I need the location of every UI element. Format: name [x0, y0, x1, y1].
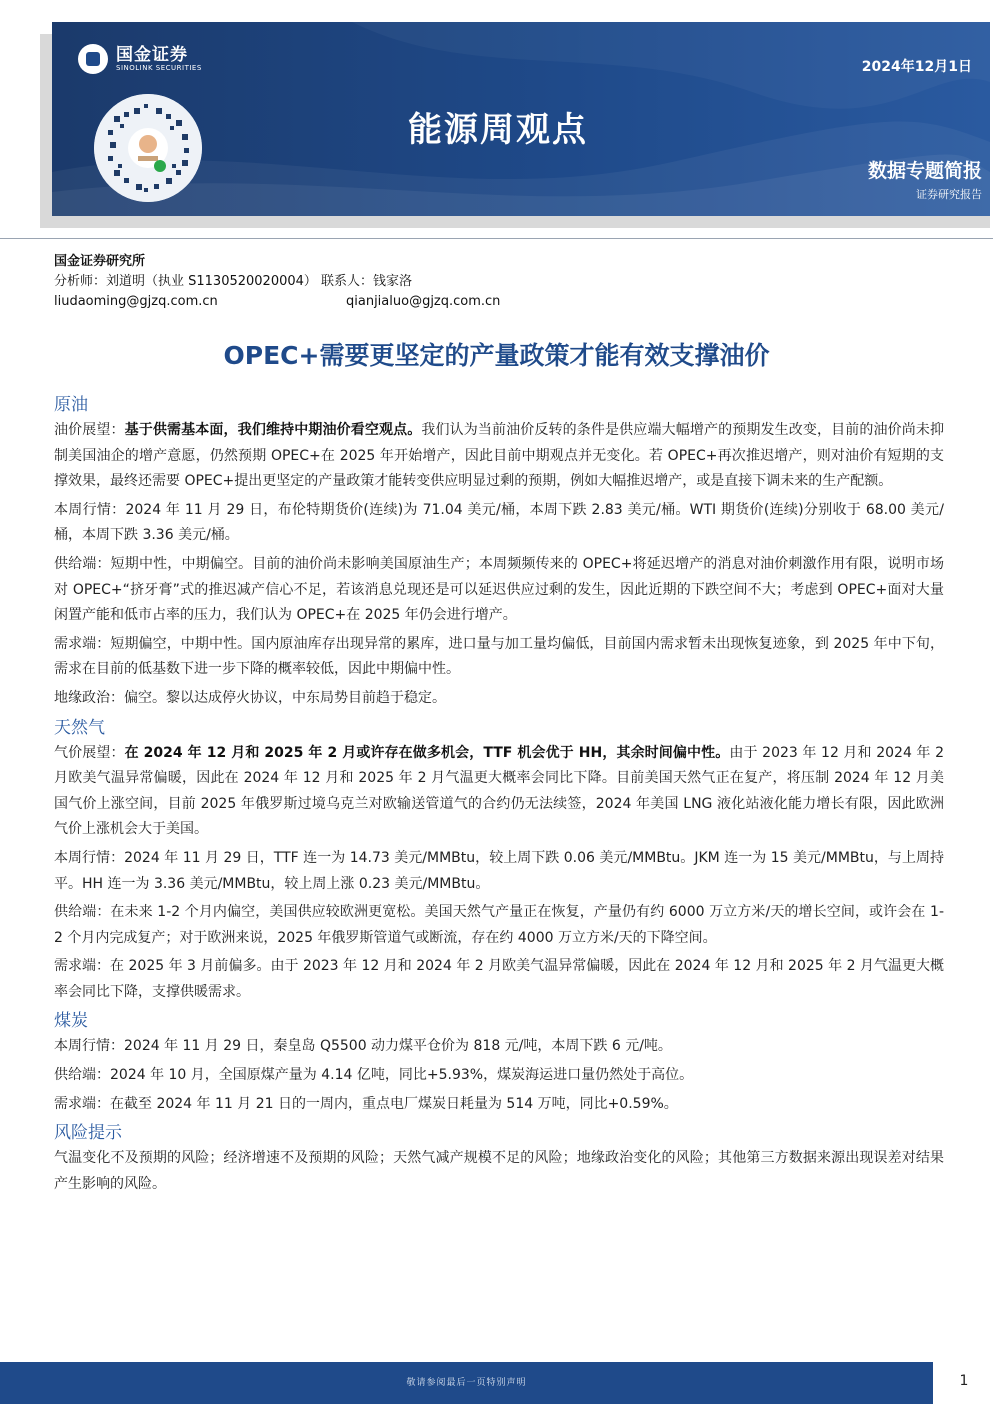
section-title-coal: 煤炭	[54, 1011, 88, 1032]
crude-geopolitics-para: 地缘政治：偏空。黎以达成停火协议，中东局势目前趋于稳定。	[54, 689, 446, 706]
institute-name: 国金证券研究所	[54, 254, 146, 269]
gas-outlook-para	[54, 741, 944, 843]
crude-demand-para: 需求端：短期偏空，中期中性。国内原油库存出现异常的累库，进口量与加工量均偏低，目前国内需求暂未出现恢复迹象，到 2025 年中下旬，需求在目前的低基数下进一步下降的概率较低，因此中期偏中性。	[54, 635, 944, 678]
report-date: 2024年12月1日	[861, 59, 972, 75]
crude-supply-para: 供给端：短期中性，中期偏空。目前的油价尚未影响美国原油生产；本周频频传来的 OPEC+将延迟增产的消息对油价刺激作用有限，说明市场对 OPEC+“挤牙膏”式的推迟减产信心不足，若该消息兑现还是可以延迟供应过剩的发生，因此近期的下跌空间不大；考虑到 OPEC+面对大量闲置产能和低市占率的压力，我们认为 OPEC+在 2025 年仍会进行增产。	[54, 555, 944, 624]
gas-outlook-label: 气价展望：	[54, 744, 125, 761]
gas-demand-para: 需求端：在 2025 年 3 月前偏多。由于 2023 年 12 月和 2024 年 2 月欧美气温异常偏暖，因此在 2024 年 12 月和 2025 年 2 月气温更大概率会同比下降，支撑供暖需求。	[54, 958, 944, 1000]
section-title-crude: 原油	[54, 395, 88, 415]
logo-text-en: SINOLINK SECURITIES	[116, 63, 202, 72]
logo-text-cn: 国金证券	[116, 44, 188, 65]
section-title-gas: 天然气	[54, 717, 105, 738]
footer-disclaimer-note: 敬请参阅最后一页特别声明	[406, 1378, 527, 1388]
main-title: OPEC+需要更坚定的产量政策才能有效支撑油价	[223, 341, 770, 370]
report-title: 能源周观点	[408, 110, 588, 150]
report-subtype: 证券研究报告	[916, 188, 982, 201]
risk-para: 气温变化不及预期的风险；经济增速不及预期的风险；天然气减产规模不足的风险；地缘政治变化的风险；其他第三方数据来源出现误差对结果产生影响的风险。	[54, 1150, 944, 1192]
gas-market-para: 本周行情：2024 年 11 月 29 日，TTF 连一为 14.73 美元/MMBtu，较上周下跌 0.06 美元/MMBtu。JKM 连一为 15 美元/MMBtu，与上周持平。HH 连一为 3.36 美元/MMBtu，较上周上涨 0.23 美元/MMBtu。	[54, 849, 944, 892]
gas-outlook-bold: 在 2024 年 12 月和 2025 年 2 月或许存在做多机会，TTF 机会优于 HH，其余时间偏中性。	[124, 744, 730, 761]
coal-demand-para: 需求端：在截至 2024 年 11 月 21 日的一周内，重点电厂煤炭日耗量为 514 万吨，同比+0.59%。	[54, 1095, 678, 1112]
contact-email[interactable]: qianjialuo@gjzq.com.cn	[346, 294, 501, 309]
analyst-email[interactable]: liudaoming@gjzq.com.cn	[54, 294, 218, 309]
page-number: 1	[959, 1373, 969, 1389]
analyst-block	[54, 252, 501, 312]
crude-outlook-bold: 基于供需基本面，我们维持中期油价看空观点。	[124, 422, 422, 438]
report-type: 数据专题简报	[867, 160, 982, 182]
gas-supply-para: 供给端：在未来 1-2 个月内偏空，美国供应较欧洲更宽松。美国天然气产量正在恢复，产量仍有约 6000 万立方米/天的增长空间，或许会在 1-2 个月内完成复产；对于欧洲来说，2025 年俄罗斯管道气或断流，存在约 4000 万立方米/天的下降空间。	[54, 904, 944, 946]
crude-outlook-label: 油价展望：	[54, 422, 125, 438]
crude-outlook-text: 我们认为当前油价反转的条件是供应端大幅增产的预期发生改变，目前的油价尚未抑制美国油企的增产意愿，仍然预期 OPEC+在 2025 年开始增产，因此目前中期观点并无变化。若 OPEC+再次推迟增产，则对油价有短期的支撑效果，最终还需要 OPEC+提出更坚定的产量政策才能转变供应明显过剩的预期，例如大幅推迟增产，或是直接下调未来的生产配额。	[54, 422, 945, 490]
header-banner	[52, 22, 990, 216]
analyst-line: 分析师：刘道明（执业 S1130520020004） 联系人：钱家洛	[54, 274, 413, 289]
header-divider	[0, 238, 993, 239]
crude-outlook-para	[54, 418, 944, 495]
coal-market-para: 本周行情：2024 年 11 月 29 日，秦皇岛 Q5500 动力煤平仓价为 818 元/吨，本周下跌 6 元/吨。	[54, 1038, 672, 1055]
coal-supply-para: 供给端：2024 年 10 月，全国原煤产量为 4.14 亿吨，同比+5.93%，煤炭海运进口量仍然处于高位。	[54, 1067, 694, 1084]
section-title-risk: 风险提示	[54, 1123, 122, 1144]
logo-mark-icon	[78, 44, 108, 74]
qr-code-icon	[94, 94, 202, 202]
gas-outlook-text: 由于 2023 年 12 月和 2024 年 2 月欧美气温异常偏暖，因此在 2024 年 12 月和 2025 年 2 月气温更大概率会同比下降。目前美国天然气正在复产，将压制 2024 年 12 月美国气价上涨空间，目前 2025 年俄罗斯过境乌克兰对欧输送管道气的合约仍无法续签，2024 年美国 LNG 液化站液化能力增长有限，因此欧洲气价上涨机会大于美国。	[54, 744, 944, 838]
crude-market-para: 本周行情：2024 年 11 月 29 日，布伦特期货价(连续)为 71.04 美元/桶，本周下跌 2.83 美元/桶。WTI 期货价(连续)分别收于 68.00 美元/桶，本周下跌 3.36 美元/桶。	[54, 501, 944, 544]
company-logo	[78, 44, 202, 74]
report-content	[54, 392, 944, 1200]
